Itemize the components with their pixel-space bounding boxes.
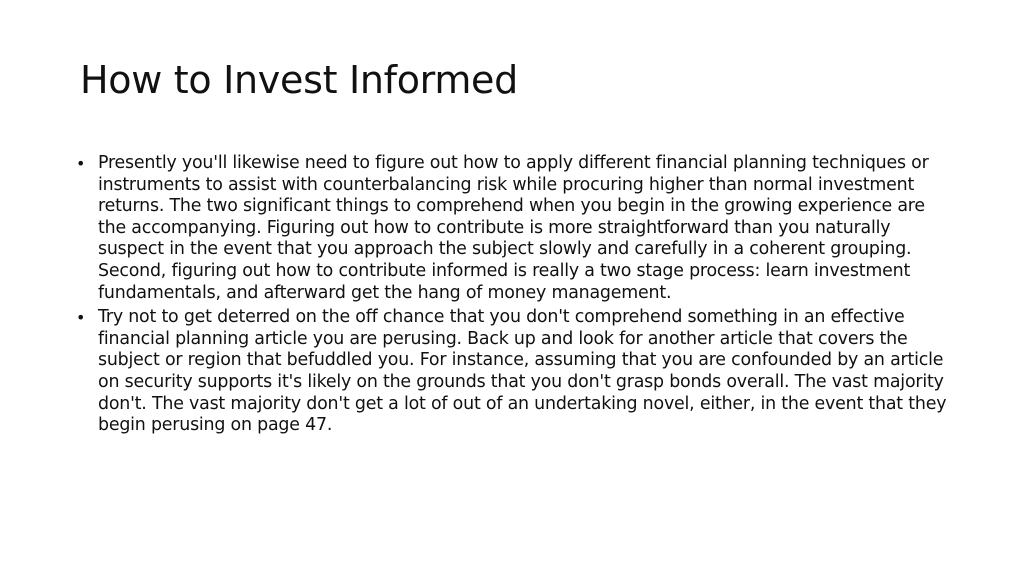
bullet-list — [72, 153, 952, 440]
bullet-dot-icon: • — [76, 154, 86, 173]
bullet-text: Try not to get deterred on the off chance that you don't comprehend something in an effective financial planning article you are perusing. Back up and look for another article that covers the subject or region that befuddled you. For instance, assuming that you are confounded by an article on security supports it's likely on the grounds that you don't grasp bonds overall. The vast majority don't. The vast majority don't get a lot of out of an undertaking novel, either, in the event that they begin perusing on page 47. — [98, 307, 947, 436]
bullet-text: Presently you'll likewise need to figure out how to apply different financial planning techniques or instruments to assist with counterbalancing risk while procuring higher than normal investment returns. The two significant things to comprehend when you begin in the growing experience are the accompanying. Figuring out how to contribute is more straightforward than you naturally suspect in the event that you approach the subject slowly and carefully in a coherent grouping. Second, figuring out how to contribute informed is really a two stage process: learn investment fundamentals, and afterward get the hang of money management. — [98, 153, 929, 303]
slide-title: How to Invest Informed — [80, 58, 518, 102]
bullet-item — [72, 153, 952, 304]
bullet-dot-icon: • — [76, 308, 86, 328]
bullet-item — [72, 307, 952, 437]
